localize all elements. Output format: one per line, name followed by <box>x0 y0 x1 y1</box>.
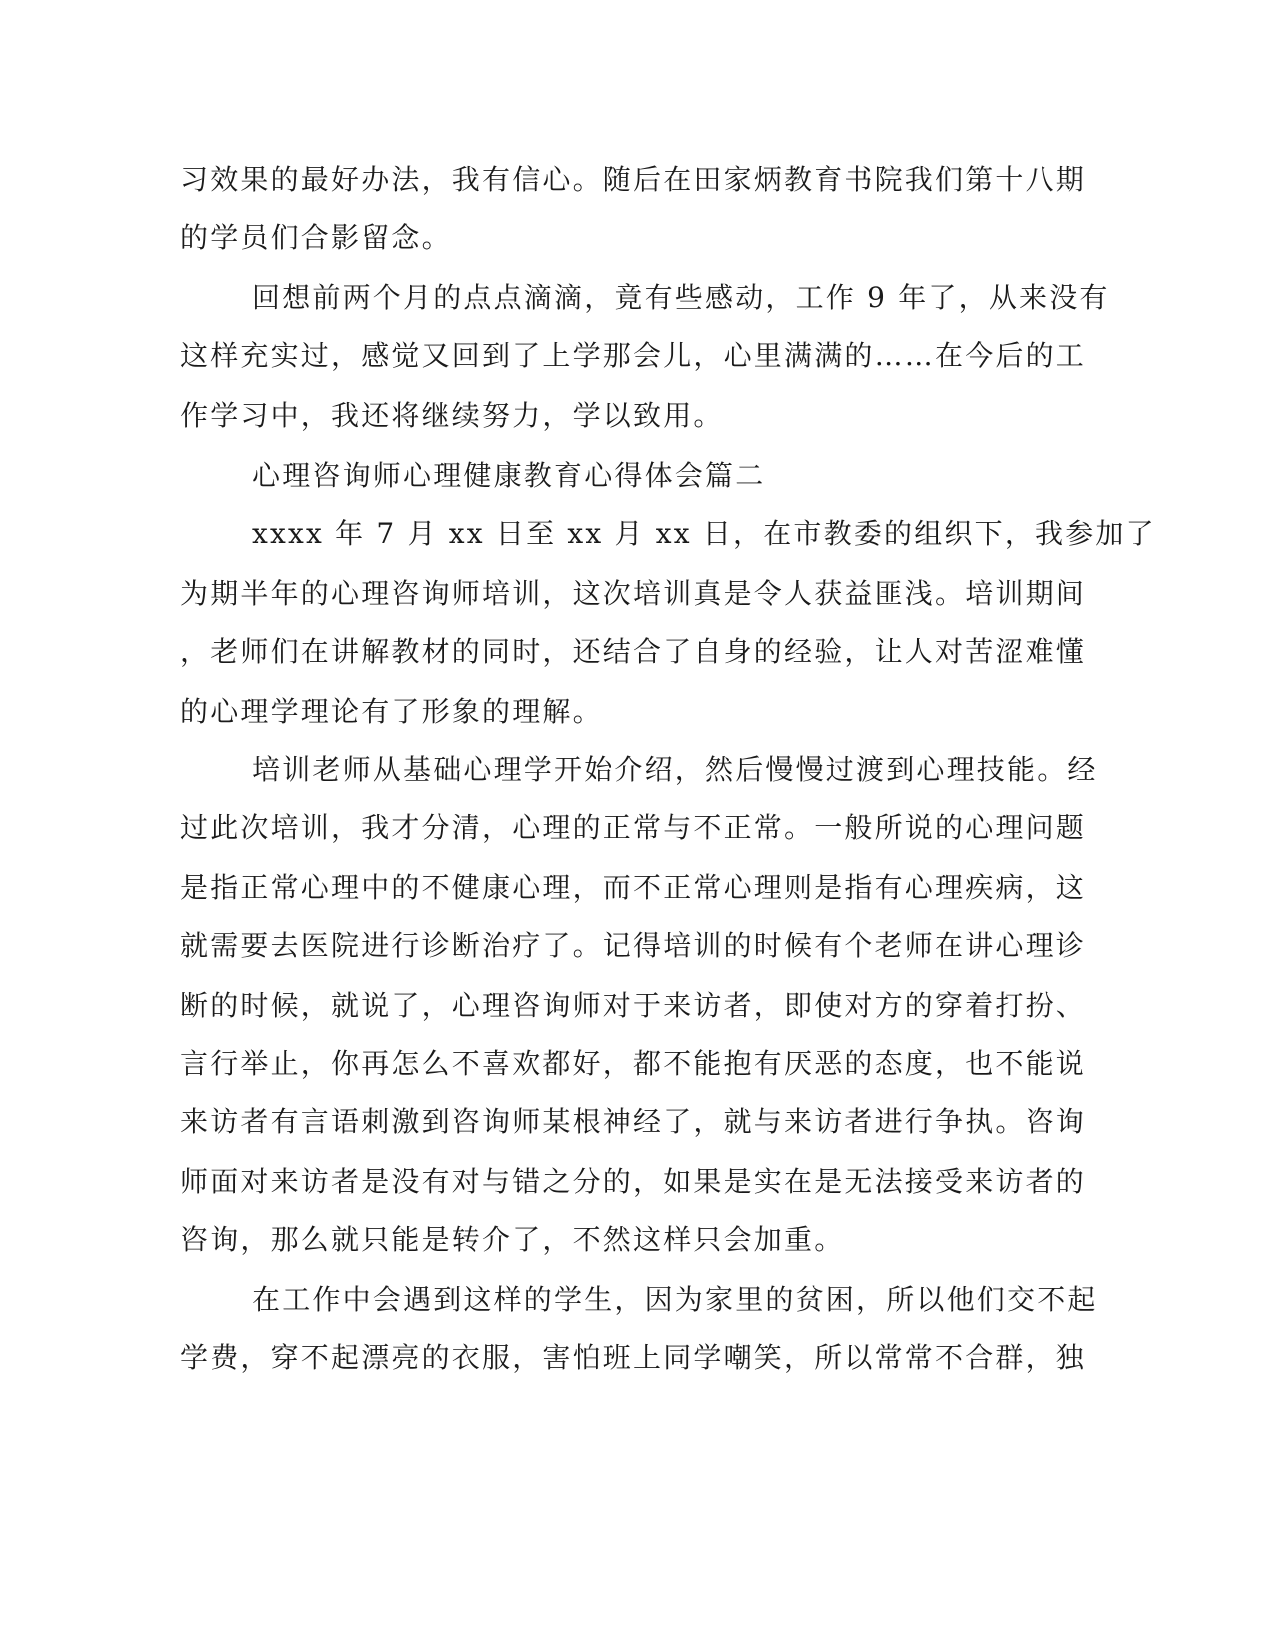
text-line-content: 这样充实过，感觉又回到了上学那会儿，心里满满的……在今后的工 <box>180 339 1087 372</box>
text-line-content: 就需要去医院进行诊断治疗了。记得培训的时候有个老师在讲心理诊 <box>180 929 1087 962</box>
text-line-content: 断的时候，就说了，心理咨询师对于来访者，即使对方的穿着打扮、 <box>180 989 1087 1022</box>
text-line <box>0 924 1275 968</box>
text-line <box>0 334 1275 378</box>
text-line <box>0 276 1275 320</box>
text-line <box>0 806 1275 850</box>
text-line <box>0 512 1275 556</box>
text-line-content: 回想前两个月的点点滴滴，竟有些感动，工作 9 年了，从来没有 <box>252 281 1110 314</box>
text-line-content: 培训老师从基础心理学开始介绍，然后慢慢过渡到心理技能。经 <box>252 753 1098 786</box>
text-line <box>0 748 1275 792</box>
text-line <box>0 984 1275 1028</box>
text-line <box>0 1160 1275 1204</box>
text-line <box>0 394 1275 438</box>
text-line-content: 是指正常心理中的不健康心理，而不正常心理则是指有心理疾病，这 <box>180 871 1087 904</box>
text-line-content: ，老师们在讲解教材的同时，还结合了自身的经验，让人对苦涩难懂 <box>180 635 1087 668</box>
text-line <box>0 572 1275 616</box>
text-line-content: 作学习中，我还将继续努力，学以致用。 <box>180 399 724 432</box>
text-line-content: 学费，穿不起漂亮的衣服，害怕班上同学嘲笑，所以常常不合群，独 <box>180 1341 1087 1374</box>
section-heading-text: 心理咨询师心理健康教育心得体会篇二 <box>252 459 766 492</box>
text-line-content: 言行举止，你再怎么不喜欢都好，都不能抱有厌恶的态度，也不能说 <box>180 1047 1087 1080</box>
text-line-content: 来访者有言语刺激到咨询师某根神经了，就与来访者进行争执。咨询 <box>180 1105 1087 1138</box>
text-line <box>0 866 1275 910</box>
text-line <box>0 216 1275 260</box>
text-line <box>0 1218 1275 1262</box>
text-line-content: 为期半年的心理咨询师培训，这次培训真是令人获益匪浅。培训期间 <box>180 577 1087 610</box>
text-line <box>0 630 1275 674</box>
text-line-content: 习效果的最好办法，我有信心。随后在田家炳教育书院我们第十八期 <box>180 163 1087 196</box>
section-heading <box>0 454 1275 498</box>
text-line-content: 在工作中会遇到这样的学生，因为家里的贫困，所以他们交不起 <box>252 1283 1098 1316</box>
text-line <box>0 690 1275 734</box>
text-line <box>0 1278 1275 1322</box>
text-line <box>0 158 1275 202</box>
text-line-content: 师面对来访者是没有对与错之分的，如果是实在是无法接受来访者的 <box>180 1165 1087 1198</box>
text-line <box>0 1042 1275 1086</box>
text-line-content: 过此次培训，我才分清，心理的正常与不正常。一般所说的心理问题 <box>180 811 1087 844</box>
text-line-content: 咨询，那么就只能是转介了，不然这样只会加重。 <box>180 1223 845 1256</box>
text-line-content: 的心理学理论有了形象的理解。 <box>180 695 603 728</box>
text-line-content: xxxx 年 7 月 xx 日至 xx 月 xx 日，在市教委的组织下，我参加了 <box>252 517 1156 550</box>
text-line <box>0 1100 1275 1144</box>
text-line-content: 的学员们合影留念。 <box>180 221 452 254</box>
text-line <box>0 1336 1275 1380</box>
